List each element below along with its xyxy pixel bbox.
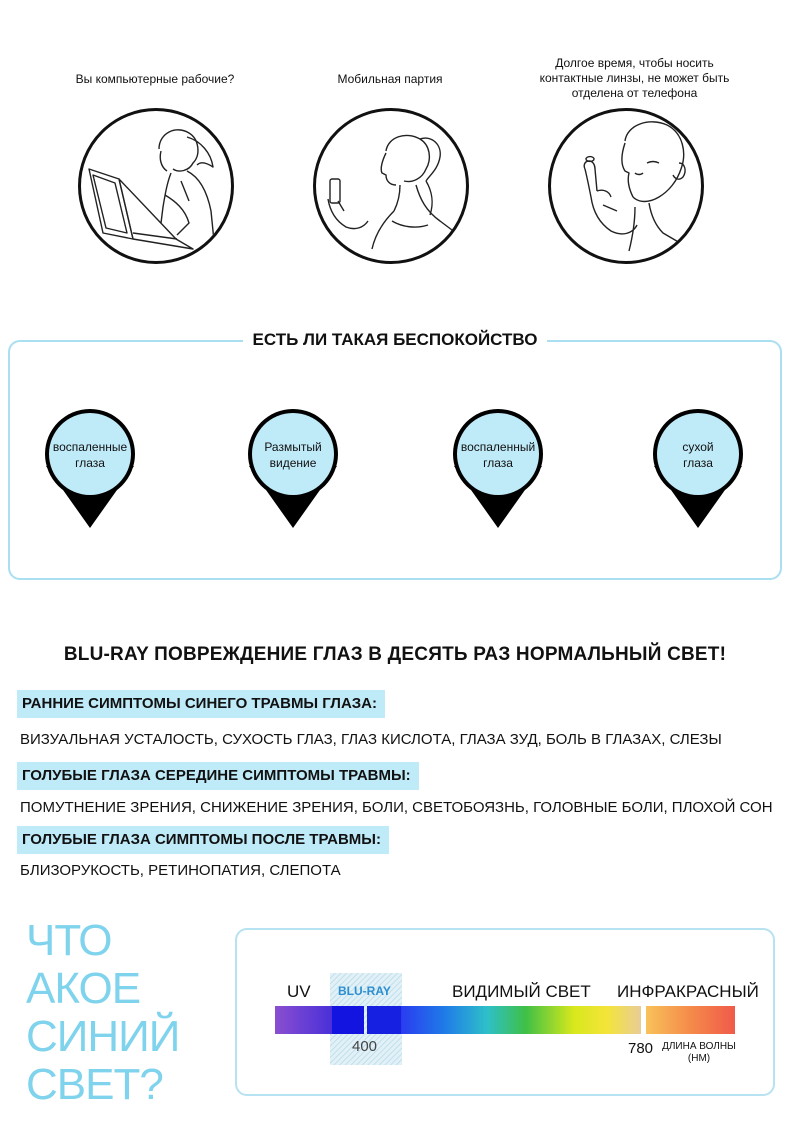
concern-label: сухой глаза bbox=[682, 440, 714, 470]
spectrum-bluray-label: BLU-RAY bbox=[338, 984, 391, 998]
uv-segment bbox=[275, 1006, 332, 1034]
symptoms-middle-text: ПОМУТНЕНИЕ ЗРЕНИЯ, СНИЖЕНИЕ ЗРЕНИЯ, БОЛИ, СВЕТОБОЯЗНЬ, ГОЛОВНЫЕ БОЛИ, ПЛОХОЙ СОН bbox=[20, 799, 773, 816]
symptoms-early-text: ВИЗУАЛЬНАЯ УСТАЛОСТЬ, СУХОСТЬ ГЛАЗ, ГЛАЗ КИСЛОТА, ГЛАЗА ЗУД, БОЛЬ В ГЛАЗАХ, СЛЕЗЫ bbox=[20, 731, 722, 748]
bluray-headline: BLU-RAY ПОВРЕЖДЕНИЕ ГЛАЗ В ДЕСЯТЬ РАЗ НОРМАЛЬНЫЙ СВЕТ! bbox=[63, 644, 727, 665]
concern-pin-dry-eyes bbox=[648, 406, 748, 530]
concern-label: воспаленные глаза bbox=[52, 440, 128, 470]
spectrum-infrared-label: ИНФРАКРАСНЫЙ bbox=[617, 982, 759, 1001]
what-is-blue-light-line: СВЕТ? bbox=[26, 1060, 163, 1109]
scenario-caption-mobile: Мобильная партия bbox=[337, 72, 443, 86]
what-is-blue-light-line: СИНИЙ bbox=[26, 1012, 180, 1061]
bluray-segment bbox=[367, 1006, 401, 1034]
bluray-segment bbox=[332, 1006, 364, 1034]
spectrum-end-value: 780 bbox=[628, 1040, 654, 1057]
spectrum-visible-label: ВИДИМЫЙ СВЕТ bbox=[452, 982, 591, 1001]
symptoms-after-heading: ГОЛУБЫЕ ГЛАЗА СИМПТОМЫ ПОСЛЕ ТРАВМЫ: bbox=[17, 826, 389, 854]
concern-pin-blurred-vision bbox=[243, 406, 343, 530]
symptoms-after-text: БЛИЗОРУКОСТЬ, РЕТИНОПАТИЯ, СЛЕПОТА bbox=[20, 862, 341, 879]
symptoms-middle-heading: ГОЛУБЫЕ ГЛАЗА СЕРЕДИНЕ СИМПТОМЫ ТРАВМЫ: bbox=[17, 762, 419, 790]
concern-label: Размытый видение bbox=[264, 440, 322, 470]
spectrum-unit-label: ДЛИНА ВОЛНЫ (НМ) bbox=[662, 1041, 736, 1064]
symptoms-early-heading: РАННИЕ СИМПТОМЫ СИНЕГО ТРАВМЫ ГЛАЗА: bbox=[17, 690, 385, 718]
infrared-segment bbox=[646, 1006, 735, 1034]
what-is-blue-light-line: АКОЕ bbox=[26, 964, 141, 1013]
visible-segment bbox=[401, 1006, 641, 1034]
what-is-blue-light-line: ЧТО bbox=[26, 916, 112, 965]
scenario-caption-computer: Вы компьютерные рабочие? bbox=[75, 72, 235, 86]
spectrum-uv-label: UV bbox=[287, 982, 311, 1001]
woman-with-phone-icon bbox=[313, 108, 469, 264]
concern-pin-inflamed-eyes bbox=[40, 406, 140, 530]
woman-at-laptop-icon bbox=[78, 108, 234, 264]
spectrum-start-value: 400 bbox=[352, 1038, 378, 1055]
concerns-title: ЕСТЬ ЛИ ТАКАЯ БЕСПОКОЙСТВО bbox=[0, 330, 790, 350]
concern-label: воспаленный глаза bbox=[460, 440, 536, 470]
concern-pin-inflamed-eye bbox=[448, 406, 548, 530]
woman-with-contact-lens-icon bbox=[548, 108, 704, 264]
scenario-caption-contacts: Долгое время, чтобы носить контактные линзы, не может быть отделена от телефона bbox=[539, 56, 730, 100]
